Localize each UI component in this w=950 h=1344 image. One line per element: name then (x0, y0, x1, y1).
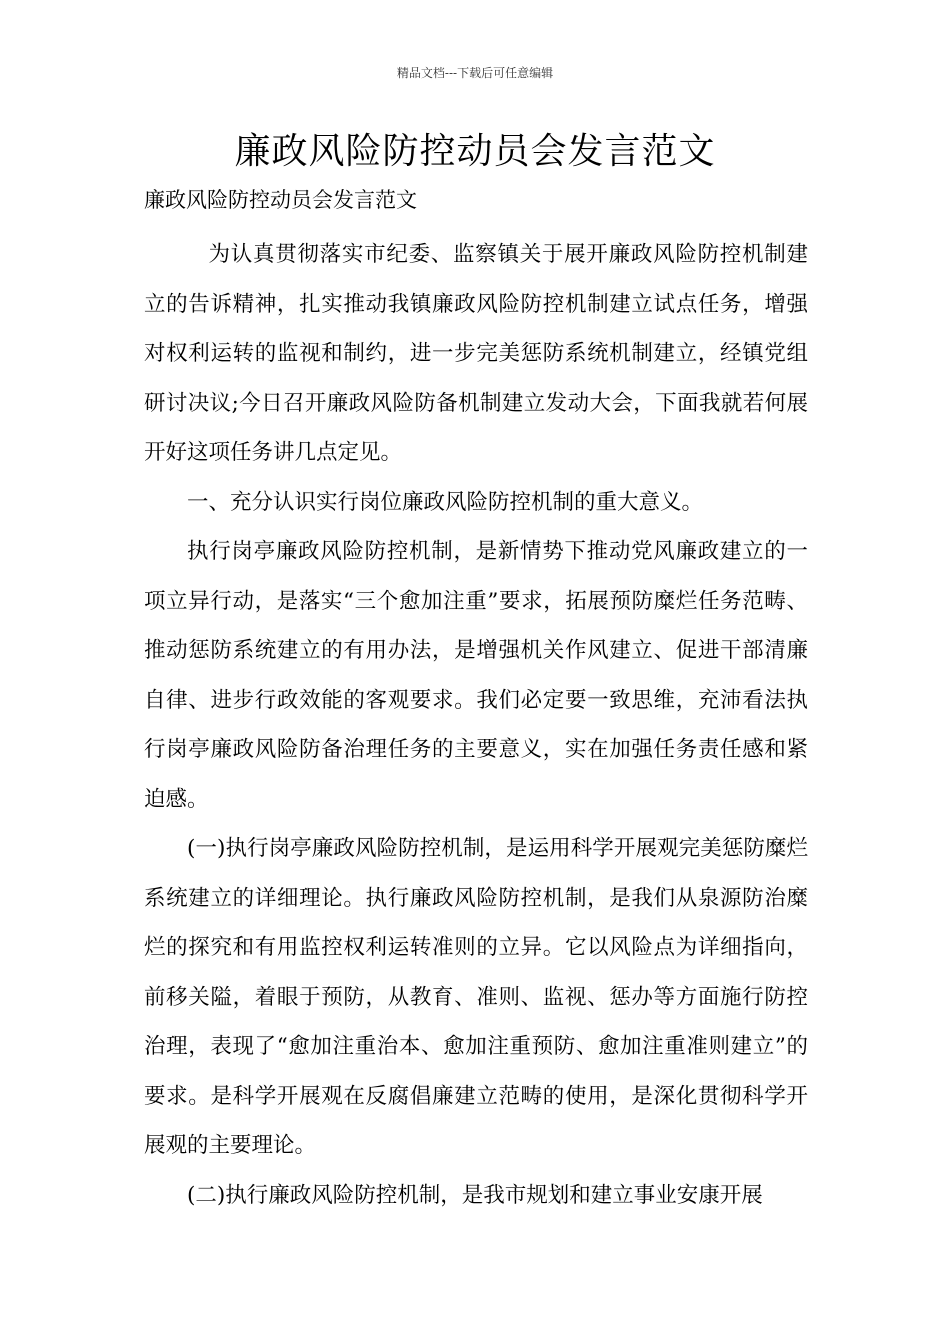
paragraph: 执行岗亭廉政风险防控机制，是新情势下推动党风廉政建立的一项立异行动，是落实“三个愈加注重”要求，拓展预防糜烂任务范畴、推动惩防系统建立的有用办法，是增强机关作风建立、促进干部清廉自律、进步行政效能的客观要求。我们必定要一致思维，充沛看法执行岗亭廉政风险防备治理任务的主要意义，实在加强任务责任感和紧迫感。 (144, 539, 808, 812)
document-title: 廉政风险防控动员会发言范文 (234, 131, 716, 172)
header-note: 精品文档---下载后可任意编辑 (396, 66, 554, 80)
section-heading: 一、充分认识实行岗位廉政风险防控机制的重大意义。 (187, 489, 704, 515)
paragraph: (一)执行岗亭廉政风险防控机制，是运用科学开展观完美惩防糜烂系统建立的详细理论。执行廉政风险防控机制，是我们从泉源防治糜烂的探究和有用监控权利运转准则的立异。它以风险点为详细指向，前移关隘，着眼于预防，从教育、准则、监视、惩办等方面施行防控治理，表现了“愈加注重治本、愈加注重预防、愈加注重准则建立”的要求。是科学开展观在反腐倡廉建立范畴的使用，是深化贯彻科学开展观的主要理论。 (144, 836, 808, 1158)
paragraph: (二)执行廉政风险防控机制，是我市规划和建立事业安康开展 (187, 1182, 763, 1208)
document-subtitle: 廉政风险防控动员会发言范文 (144, 188, 417, 212)
document-body (144, 230, 808, 1220)
paragraph: 为认真贯彻落实市纪委、监察镇关于展开廉政风险防控机制建立的告诉精神，扎实推动我镇廉政风险防控机制建立试点任务，增强对权利运转的监视和制约，进一步完美惩防系统机制建立，经镇党组研讨决议;今日召开廉政风险防备机制建立发动大会，下面我就若何展开好这项任务讲几点定见。 (144, 242, 808, 465)
